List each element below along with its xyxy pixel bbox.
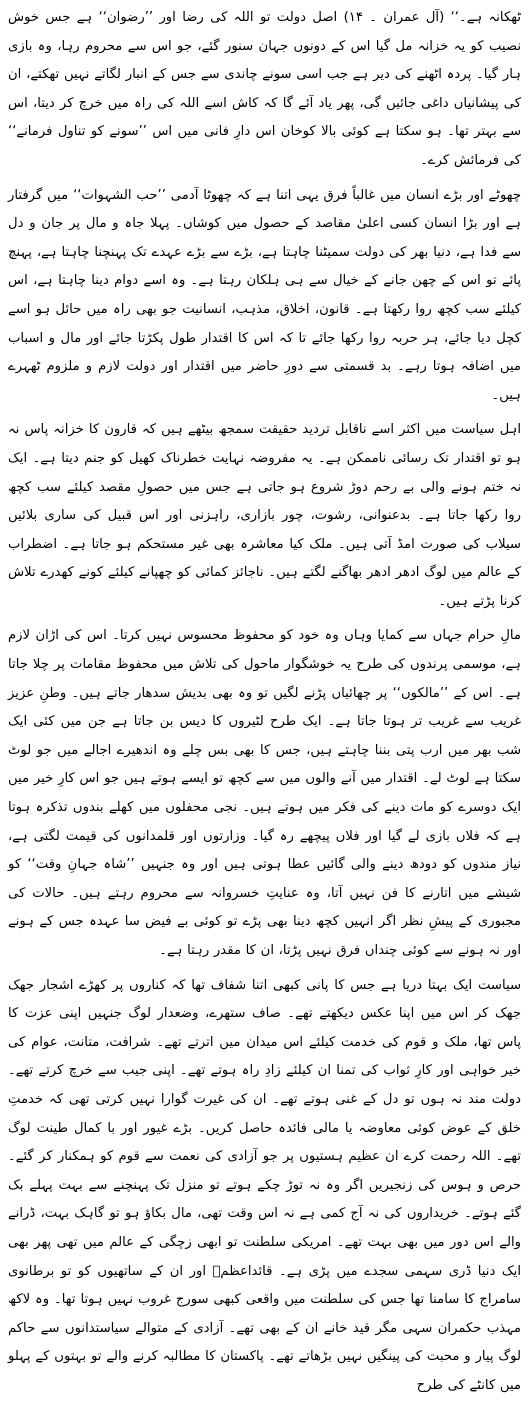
- article-paragraph-1: ٹھکانہ ہے۔‘‘ (آل عمران ۔ ۱۴) اصل دولت تو اللہ کی رضا اور ’’رضوان‘‘ ہے جس خوش نصیب کو یہ خزانہ مل گیا اس کے دونوں جہان سنور گئے، جو اس سے محروم رہا، وہ بازی ہار گیا۔ پردہ اٹھنے کی دیر ہے جب اسی سونے چاندی سے جس کے انبار لگاتے نہیں تھکتے، ان کی پیشانیاں داغی جائیں گی، پھر یاد آئے گا کہ کاش اسے اللہ کی راہ میں خرچ کر دیتا، اس سے بہتر تھا۔ ہو سکتا ہے کوئی بالا کوخان اس دارِ فانی میں اس ’’سونے کو تناول فرمانے‘‘ کی فرمائش کرے۔: [8, 10, 521, 168]
- article-page: [8, 4, 521, 1393]
- article-paragraph-2: چھوٹے اور بڑے انسان میں غالباً فرق یہی اتنا ہے کہ چھوٹا آدمی ’’حب الشہوات‘‘ میں گرفتار ہے اور بڑا انسان کسی اعلیٰ مقاصد کے حصول میں کوشاں۔ پہلا جاہ و مال پر جان و دل سے فدا ہے، دنیا بھر کی دولت سمیٹنا چاہتا ہے، بڑے سے بڑے عہدے تک پہنچنا چاہتا ہے، پہنچ پائے تو اس کے چھن جانے کے خیال سے ہی ہلکان رہتا ہے۔ وہ اسے دوام دینا چاہتا ہے، اس کیلئے سب کچھ روا رکھتا ہے۔ قانون، اخلاق، مذہب، انسانیت جو بھی راہ میں حائل ہو اسے کچل دیا جائے، ہر حربہ روا رکھا جائے تا کہ اس کا اقتدار طول پکڑتا جائے اور مال و اسباب میں اضافہ ہوتا رہے۔ بد قسمتی سے دورِ حاضر میں اقتدار اور دولت لازم و ملزوم ٹھہرے ہیں۔: [8, 187, 521, 403]
- article-paragraph-4: مالِ حرام جہاں سے کمایا وہاں وہ خود کو محفوظ محسوس نہیں کرتا۔ اس کی اڑان لازم ہے، موسمی پرندوں کی طرح یہ خوشگوار ماحول کی تلاش میں محفوظ مقامات پر چلا جاتا ہے۔ اس کے ’’مالکوں‘‘ پر چھائیاں پڑنے لگیں تو وہ بھی بدیش سدھار جاتے ہیں۔ وطنِ عزیز غریب سے غریب تر ہوتا جاتا ہے۔ ایک طرح لٹیروں کا دیس بن جاتا ہے جن میں کئی ایک شب بھر میں ارب پتی بننا چاہتے ہیں، جس کا بھی بس چلے وہ اندھیرے اجالے میں جو لوٹ سکتا ہے لوٹ لے۔ اقتدار میں آنے والوں میں سے کچھ تو ایسے ہوتے ہیں جو اس کارِ خیر میں ایک دوسرے کو مات دینے کی فکر میں ہوتے ہیں۔ نجی محفلوں میں کھلے بندوں تذکرہ ہوتا ہے کہ فلاں بازی لے گیا اور فلاں پیچھے رہ گیا۔ وزارتوں اور قلمدانوں کی قیمت لگتی ہے، نیاز مندوں کو دودھ دینے والی گائیں عطا ہوتی ہیں اور وہ جنہیں ’’شاہ جہانِ وقت‘‘ کو شیشے میں اتارنے کا فن نہیں آتا، وہ عنایتِ خسروانہ سے محروم رہتے ہیں۔ حالات کی مجبوری کے پیشِ نظر اگر انہیں کچھ دینا بھی پڑے تو کوئی بے فیض سا عہدہ جس کے ہونے اور نہ ہونے سے کوئی چنداں فرق نہیں پڑتا، ان کا مقدر رہتا ہے۔: [8, 628, 521, 958]
- article-paragraph-3: اہل سیاست میں اکثر اسے ناقابل تردید حقیقت سمجھ بیٹھے ہیں کہ قارون کا خزانہ پاس نہ ہو تو اقتدار تک رسائی ناممکن ہے۔ یہ مفروضہ نہایت خطرناک کھیل کو جنم دیتا ہے۔ ایک نہ ختم ہونے والی بے رحم دوڑ شروع ہو جاتی ہے جس میں حصولِ مقصد کیلئے سب کچھ روا رکھا جاتا ہے۔ بدعنوانی، رشوت، چور بازاری، راہزنی اور اس قبیل کی ساری بلائیں سیلاب کی صورت امڈ آتی ہیں۔ ملک کیا معاشرہ بھی غیر مستحکم ہو جاتا ہے۔ اضطراب کے عالم میں لوگ ادھر ادھر بھاگنے لگتے ہیں۔ ناجائز کمائی کو چھپانے کیلئے کونے کھدرے تلاش کرنا پڑتے ہیں۔: [8, 422, 521, 609]
- article-paragraph-5: سیاست ایک بہتا دریا ہے جس کا پانی کبھی اتنا شفاف تھا کہ کناروں پر کھڑے اشجار جھک جھک کر اس میں اپنا عکس دیکھتے تھے۔ صاف ستھرے، وضعدار لوگ جنہیں اپنی عزت کا پاس تھا، ملک و قوم کی خدمت کیلئے اس میدان میں اترتے تھے۔ شرافت، متانت، عوام کی خیر خواہی اور کارِ ثواب کی تمنا ان کیلئے زادِ راہ ہوتے تھے۔ اپنی جیب سے خرچ کرتے تھے۔ دولت مند نہ ہوں تو دل کے غنی ہوتے تھے۔ ان کی غیرت گوارا نہیں کرتی تھی کہ خدمتِ خلق کے عوض کوئی معاوضہ یا مالی فائدہ حاصل کریں۔ بڑے غیور اور با کمال طینت لوگ تھے۔ اللہ رحمت کرے ان عظیم ہستیوں پر جو آزادی کی نعمت سے قوم کو ہمکنار کر گئے۔ حرص و ہوس کی زنجیریں اگر وہ نہ توڑ چکے ہوتے تو منزل تک پہنچنے سے بہت پہلے بک گئے ہوتے۔ خریداروں کی نہ آج کمی ہے نہ اس وقت تھی، مال بکاؤ ہو تو گاہک بہت، ڈرانے والے اس دور میں بھی بہت تھے۔ امریکی سلطنت تو ابھی زچگی کے عالم میں تھی پھر بھی ایک دنیا ڈری سہمی سجدے میں پڑی ہے۔ قائداعظمؒ اور ان کے ساتھیوں کو تو برطانوی سامراج کا سامنا تھا جس کی سلطنت میں واقعی کبھی سورج غروب نہیں ہوتا تھا۔ وہ لاکھ مہذب حکمران سہی مگر قید خانے ان کے بھی تھے۔ آزادی کے متوالے سیاستدانوں سے حاکم لوگ پیار و محبت کی پینگیں نہیں بڑھاتے تھے۔ پاکستان کا مطالبہ کرنے والے تو بہتوں کے پہلو میں کانٹے کی طرح: [8, 977, 521, 1393]
